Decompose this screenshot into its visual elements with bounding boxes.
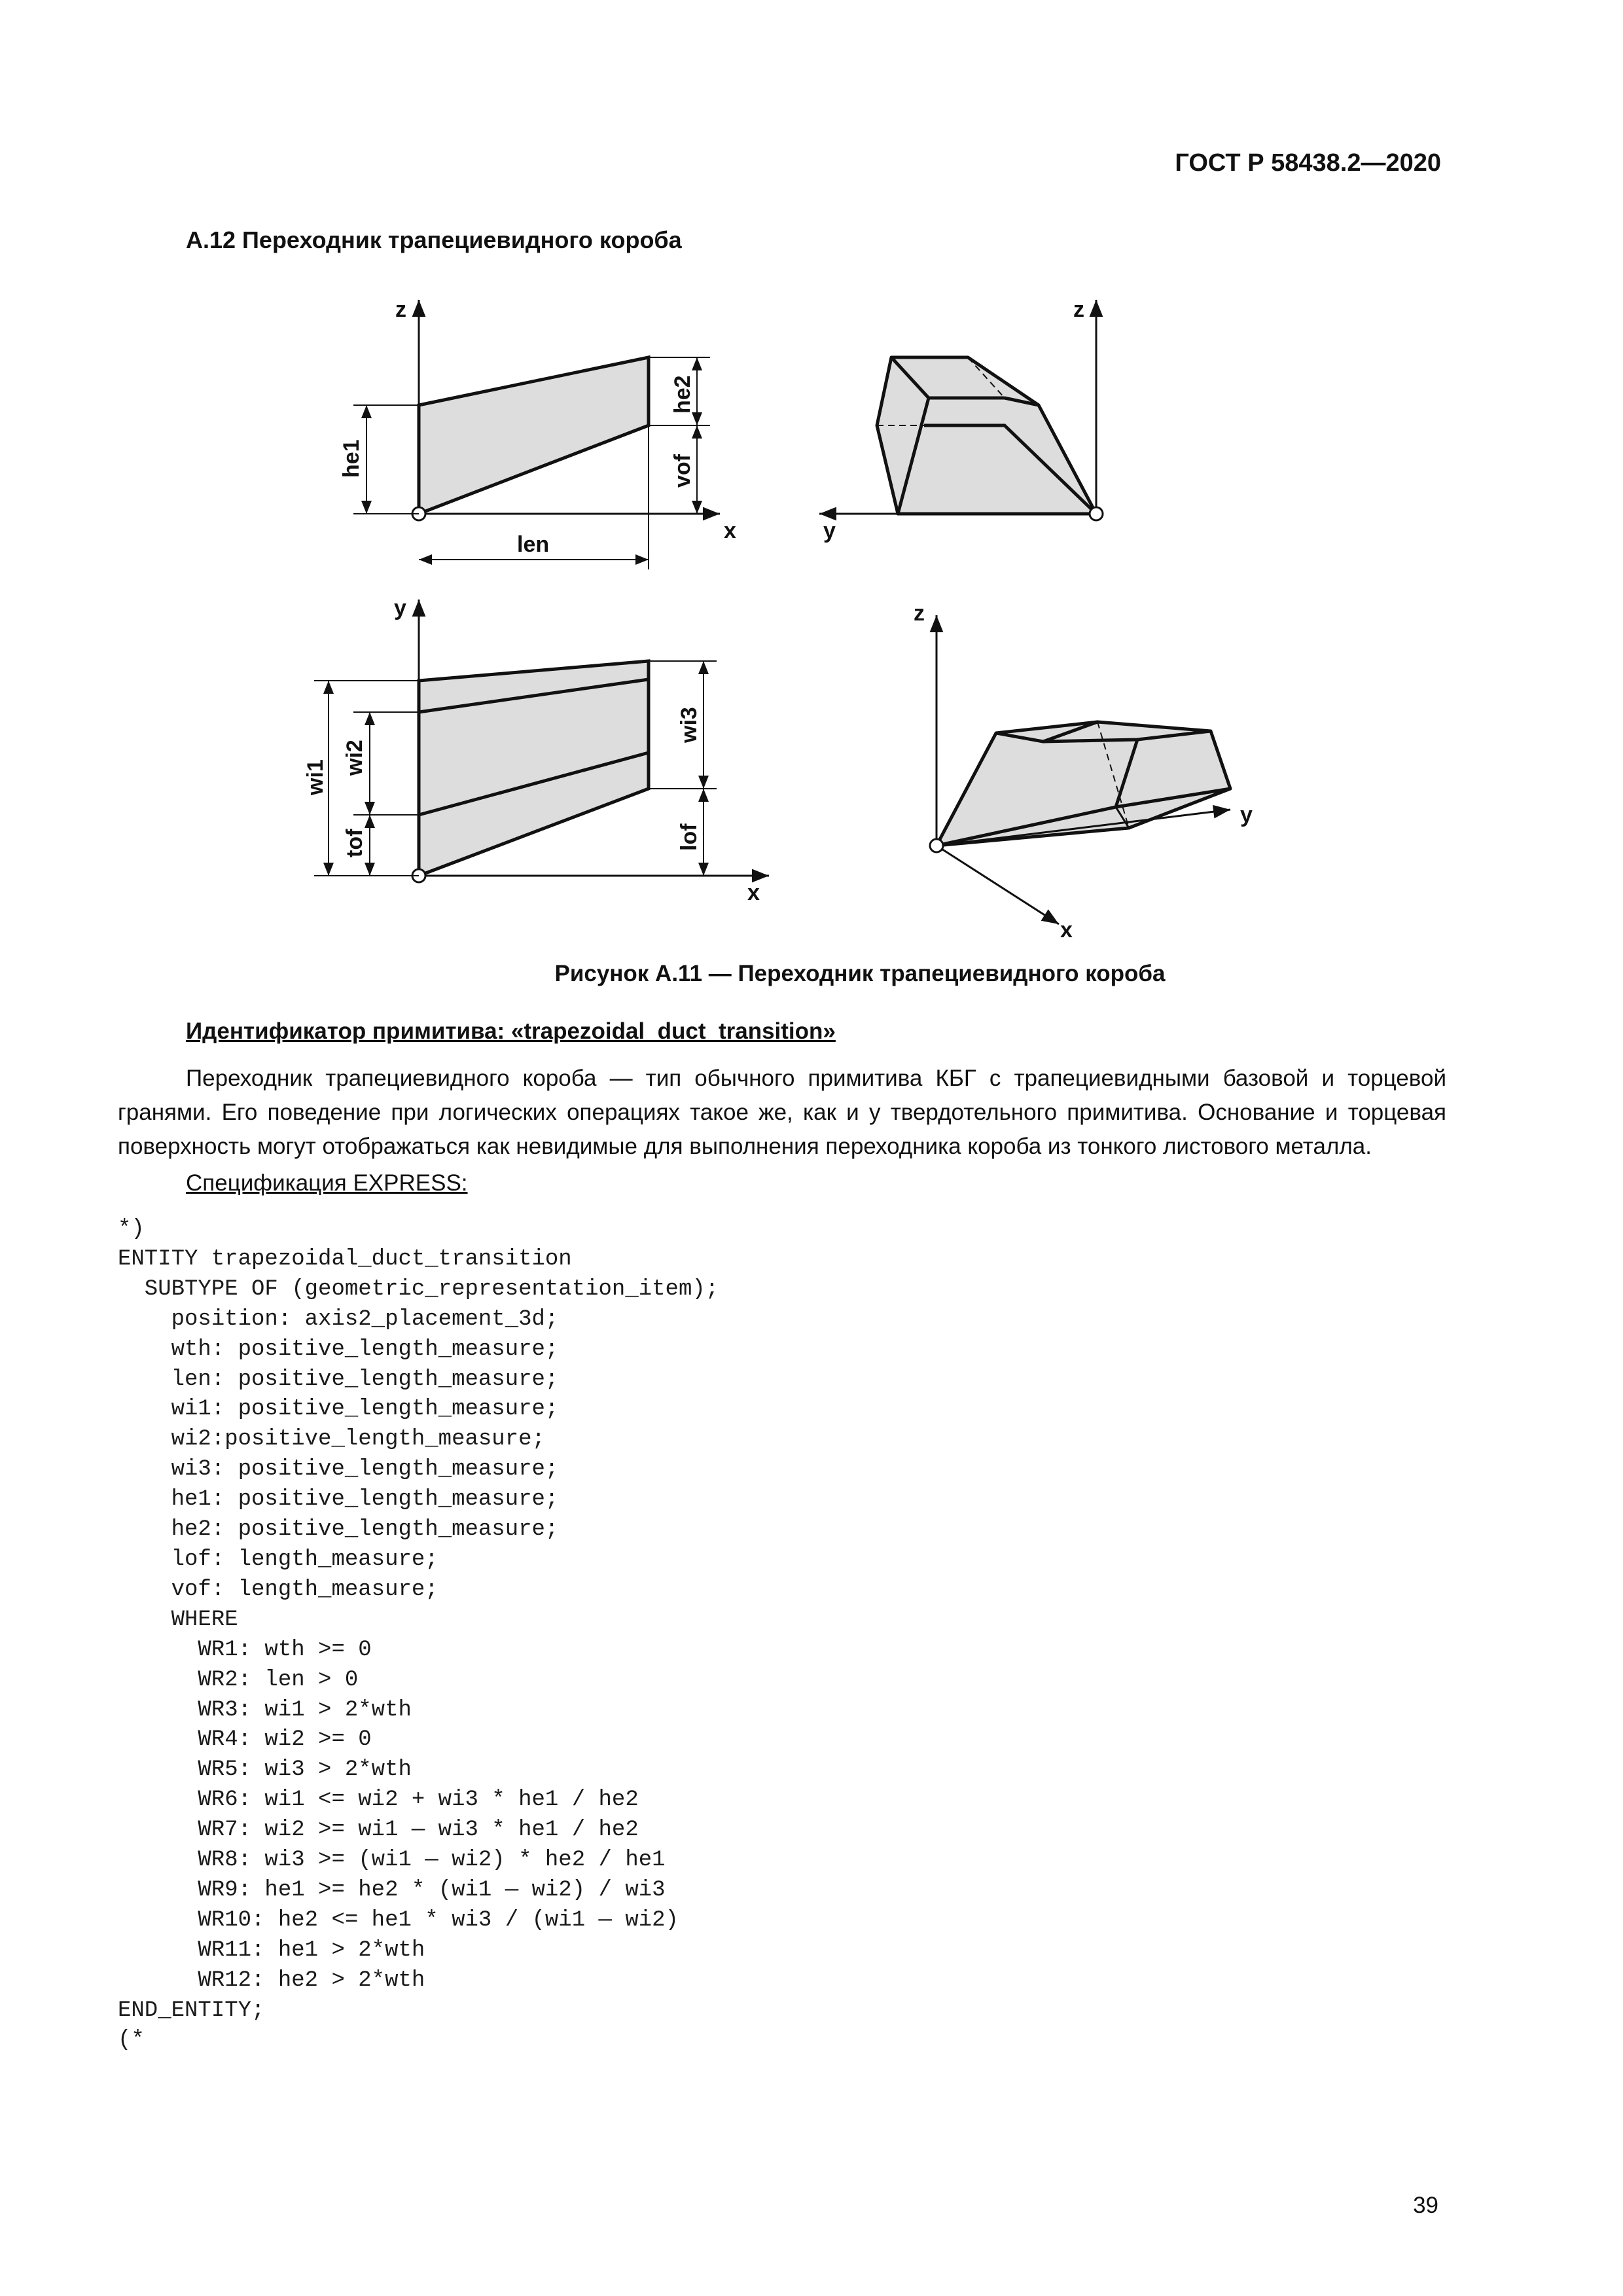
code-line: WR12: he2 > 2*wth	[118, 1967, 425, 1993]
code-line: ENTITY trapezoidal_duct_transition	[118, 1246, 572, 1272]
code-line: WR2: len > 0	[118, 1667, 359, 1693]
y-axis-label: y	[823, 518, 836, 543]
tof-label: tof	[342, 829, 367, 857]
code-line: SUBTYPE OF (geometric_representation_item);	[118, 1276, 719, 1302]
code-line: WR4: wi2 >= 0	[118, 1727, 372, 1753]
wi2-label: wi2	[342, 740, 367, 776]
code-line: WR6: wi1 <= wi2 + wi3 * he1 / he2	[118, 1787, 639, 1813]
x-axis-label: x	[724, 518, 736, 543]
code-line: WR8: wi3 >= (wi1 — wi2) * he2 / he1	[118, 1848, 666, 1873]
code-line: len: positive_length_measure;	[118, 1367, 559, 1392]
standard-designation: ГОСТ Р 58438.2—2020	[1175, 149, 1441, 177]
origin-point	[1090, 507, 1103, 520]
code-line: wi3: positive_length_measure;	[118, 1457, 559, 1482]
primitive-identifier: Идентификатор примитива: «trapezoidal_duct_transition»	[186, 1018, 836, 1044]
code-line: he2: positive_length_measure;	[118, 1517, 559, 1543]
express-code-block	[118, 1215, 719, 2056]
express-spec-label: Спецификация EXPRESS:	[186, 1170, 468, 1196]
section-heading: A.12 Переходник трапециевидного короба	[186, 226, 682, 253]
lof-label: lof	[677, 823, 702, 851]
code-line: he1: positive_length_measure;	[118, 1487, 559, 1513]
code-line: WR5: wi3 > 2*wth	[118, 1757, 412, 1783]
wi1-label: wi1	[303, 759, 328, 795]
view-isometric-zy	[819, 297, 1103, 543]
duct-face-shape	[877, 357, 1096, 514]
view-side-xz	[339, 297, 736, 569]
top-profile-shape	[419, 661, 649, 876]
code-line: WR11: he1 > 2*wth	[118, 1937, 425, 1963]
side-profile-shape	[419, 357, 649, 514]
origin-point	[930, 839, 943, 852]
z-axis-label: z	[395, 297, 406, 322]
code-line: lof: length_measure;	[118, 1547, 438, 1572]
he1-label: he1	[339, 439, 364, 478]
description-paragraph: Переходник трапециевидного короба — тип обычного примитива КБГ с трапециевидными базовой и торцевой гранями. Его поведение при логических операциях такое же, как и у твердотельного примитива. Основание и торцевая поверхность могут отображаться как невидимые для выполнения переходника короба из тонкого листового металла.	[118, 1066, 1446, 1159]
figure-caption	[0, 961, 1623, 987]
view-isometric-3d	[914, 601, 1253, 942]
code-line: WHERE	[118, 1607, 238, 1632]
code-line: WR10: he2 <= he1 * wi3 / (wi1 — wi2)	[118, 1907, 679, 1933]
vof-label: vof	[670, 454, 695, 488]
y-axis-label: y	[1240, 802, 1253, 827]
code-line: *)	[118, 1217, 145, 1242]
code-line: WR3: wi1 > 2*wth	[118, 1697, 412, 1723]
code-line: WR9: he1 >= he2 * (wi1 — wi2) / wi3	[118, 1877, 666, 1903]
figure-a11	[0, 275, 1623, 956]
x-axis-label: x	[1060, 918, 1073, 942]
view-top-xy	[303, 596, 769, 905]
wi3-label: wi3	[677, 707, 702, 743]
code-line: END_ENTITY;	[118, 1998, 265, 2023]
figure-caption-text: Рисунок А.11 — Переходник трапециевидного короба	[554, 961, 1166, 986]
code-line: wth: positive_length_measure;	[118, 1336, 559, 1362]
code-line: WR7: wi2 >= wi1 — wi3 * he1 / he2	[118, 1818, 639, 1843]
page-number: 39	[1413, 2193, 1438, 2218]
code-line: position: axis2_placement_3d;	[118, 1306, 559, 1332]
code-line: (*	[118, 2028, 145, 2053]
x-axis	[936, 846, 1059, 924]
len-label: len	[517, 532, 550, 557]
y-axis-label: y	[394, 596, 406, 620]
code-line: wi2:positive_length_measure;	[118, 1427, 545, 1452]
z-axis-label: z	[1073, 297, 1084, 322]
code-line: vof: length_measure;	[118, 1577, 438, 1602]
he2-label: he2	[670, 375, 695, 414]
x-axis-label: x	[747, 880, 760, 905]
code-line: wi1: positive_length_measure;	[118, 1397, 559, 1422]
code-line: WR1: wth >= 0	[118, 1637, 372, 1662]
z-axis-label: z	[914, 601, 925, 626]
